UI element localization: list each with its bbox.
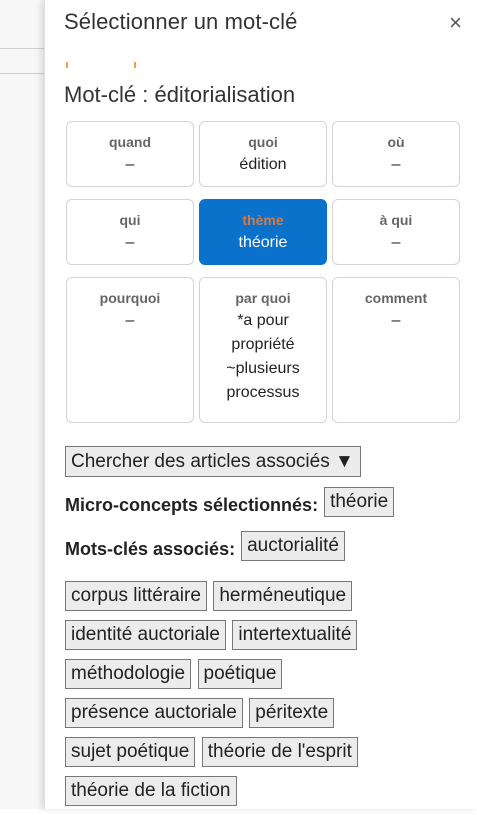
keyword-tag[interactable]: auctorialité bbox=[241, 531, 345, 561]
facet-cell-theme[interactable] bbox=[199, 199, 327, 265]
background-divider bbox=[0, 73, 44, 74]
decorative-tick bbox=[66, 62, 68, 68]
associated-keywords-row bbox=[65, 531, 465, 569]
facet-cell-a-qui[interactable] bbox=[332, 199, 460, 265]
facet-cell-qui[interactable] bbox=[66, 199, 194, 265]
facet-cell-comment[interactable] bbox=[332, 277, 460, 423]
background-page bbox=[0, 0, 44, 809]
keyword-tag[interactable]: corpus littéraire bbox=[65, 581, 207, 611]
micro-concepts-row bbox=[65, 487, 465, 525]
facet-value: – bbox=[125, 234, 135, 251]
keyword-tag[interactable]: théorie de l'esprit bbox=[202, 737, 358, 767]
close-icon[interactable]: × bbox=[449, 10, 462, 35]
associated-keywords-list bbox=[65, 581, 417, 815]
keyword-tag[interactable]: présence auctoriale bbox=[65, 698, 243, 728]
keyword-tag[interactable]: théorie de la fiction bbox=[65, 776, 237, 806]
facet-cell-pourquoi[interactable] bbox=[66, 277, 194, 423]
facet-value: – bbox=[125, 312, 135, 329]
facet-value: – bbox=[391, 234, 401, 251]
keyword-tag[interactable]: intertextualité bbox=[232, 620, 357, 650]
panel-title: Sélectionner un mot-clé bbox=[64, 9, 298, 34]
facet-cell-par-quoi[interactable] bbox=[199, 277, 327, 423]
keyword-tag[interactable]: identité auctoriale bbox=[65, 620, 226, 650]
facet-label: pourquoi bbox=[99, 290, 161, 306]
keyword-tag[interactable]: poétique bbox=[198, 659, 283, 689]
facet-label: quand bbox=[109, 134, 151, 150]
facet-value: – bbox=[391, 312, 401, 329]
facet-label: où bbox=[387, 134, 405, 150]
keyword-tag[interactable]: péritexte bbox=[249, 698, 334, 728]
keyword-heading: Mot-clé : éditorialisation bbox=[64, 82, 296, 107]
micro-concept-tag[interactable]: théorie bbox=[324, 487, 394, 517]
micro-concepts-label: Micro-concepts sélectionnés: bbox=[65, 494, 319, 515]
facet-value: – bbox=[125, 156, 135, 173]
keyword-selector-panel bbox=[44, 0, 477, 809]
facet-label: thème bbox=[242, 212, 284, 228]
facet-value: – bbox=[391, 156, 401, 173]
facet-label: comment bbox=[364, 290, 428, 306]
facet-value: édition bbox=[239, 156, 287, 173]
facet-cell-quand[interactable] bbox=[66, 121, 194, 187]
background-divider bbox=[0, 48, 44, 49]
associations-section bbox=[65, 446, 465, 815]
decorative-tick bbox=[134, 62, 136, 68]
facet-label: qui bbox=[119, 212, 141, 228]
facet-value: théorie bbox=[238, 234, 288, 251]
facet-label: à qui bbox=[379, 212, 413, 228]
facet-label: quoi bbox=[248, 134, 278, 150]
associated-keywords-label: Mots-clés associés: bbox=[65, 538, 236, 559]
facet-cell-quoi[interactable] bbox=[199, 121, 327, 187]
keyword-tag[interactable]: méthodologie bbox=[65, 659, 191, 689]
facet-grid bbox=[66, 121, 460, 423]
facet-label: par quoi bbox=[235, 290, 291, 306]
keyword-tag[interactable]: herméneutique bbox=[213, 581, 352, 611]
search-articles-button[interactable]: Chercher des articles associés ▼ bbox=[65, 446, 361, 477]
facet-value: *a pour propriété ~plusieurs processus bbox=[226, 312, 300, 401]
keyword-tag[interactable]: sujet poétique bbox=[65, 737, 195, 767]
facet-cell-ou[interactable] bbox=[332, 121, 460, 187]
